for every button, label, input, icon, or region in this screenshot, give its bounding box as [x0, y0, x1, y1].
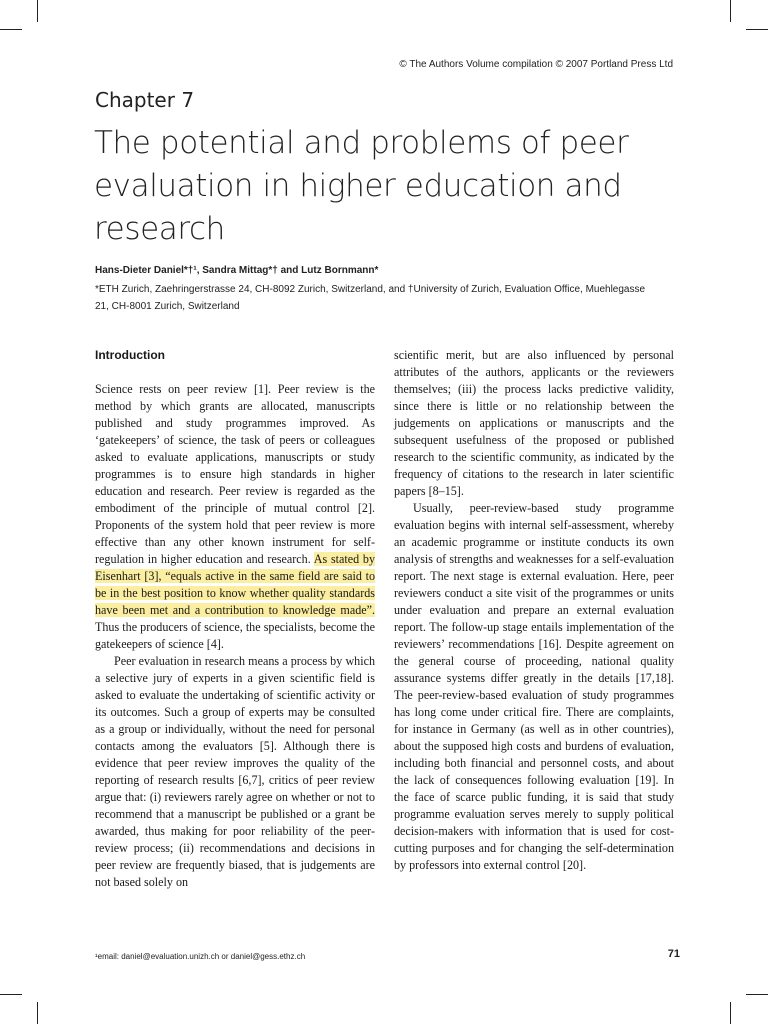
chapter-label: Chapter 7 — [95, 88, 195, 112]
section-heading: Introduction — [95, 348, 165, 362]
paragraph: Peer evaluation in research means a process by which a selective jury of experts in a given scientific field is asked to evaluate the undertaking of scientific activity or its outcomes. Such a group of experts may be consulted as a group or individually, without the need for personal contacts among the evaluators [5]. Although there is evidence that peer review improves the quality of the reporting of research results [6,7], critics of peer review argue that: (i) reviewers rarely agree on whether or not to recommend that a manuscript be published or a grant be awarded, thus making for poor reliability of the peer-review process; (ii) recommendations and decisions in peer review are frequently biased, that is judgements are not based solely on — [95, 654, 375, 889]
paragraph — [95, 381, 375, 653]
crop-mark — [746, 994, 768, 995]
crop-mark — [730, 0, 731, 22]
paragraph: Usually, peer-review-based study programme evaluation begins with internal self-assessment, whereby an academic programme or institute conducts its own analysis of strengths and weaknesses for a self-evaluation report. The next stage is external evaluation. Here, peer reviewers conduct a site visit of the programmes or units under evaluation and prepare an external evaluation report. The follow-up stage entails implementation of the reviewers’ recommendations [16]. Despite agreement on the general course of proceeding, national quality assurance systems differ greatly in the details [17,18]. The peer-review-based evaluation of study programmes has long come under critical fire. There are complaints, for instance in Germany (as well as in other countries), about the supposed high costs and burdens of evaluation, including both financial and personnel costs, and about the lack of consequences following evaluation [19]. In the face of scarce public funding, it is said that study programme evaluation serves merely to supply political decision-makers with information that is used for cost-cutting purposes and for changing the self-determination by professors into external control [20]. — [394, 501, 674, 872]
left-column — [95, 347, 375, 891]
crop-mark — [0, 994, 22, 995]
crop-mark — [37, 0, 38, 22]
footnote: ¹email: daniel@evaluation.unizh.ch or daniel@gess.ethz.ch — [95, 952, 306, 961]
paragraph-text: Thus the producers of science, the specialists, become the gatekeepers of science [4]. — [95, 620, 375, 651]
copyright-notice: © The Authors Volume compilation © 2007 Portland Press Ltd — [399, 59, 673, 70]
author-affiliation: *ETH Zurich, Zaehringerstrasse 24, CH-8092 Zurich, Switzerland, and †University of Zurich, Evaluation Office, Muehlegasse 21, CH-8001 Zurich, Switzerland — [95, 284, 646, 312]
chapter-title: The potential and problems of peer evaluation in higher education and research — [94, 125, 629, 247]
highlighted-quote: As stated by Eisenhart [3], “equals active in the same field are said to be in the best position to know whether quality standards have been met and a contribution to knowledge made”. — [95, 552, 375, 617]
paragraph: scientific merit, but are also influenced by personal attributes of the authors, applicants or the reviewers themselves; (iii) the process lacks predictive validity, since there is little or no relationship between the judgements on applications or manuscripts and the subsequent usefulness of the proposed or published research to the scientific community, as indicated by the frequency of citations to the research in later scientific papers [8–15]. — [394, 348, 674, 498]
crop-mark — [730, 1002, 731, 1024]
author-list: Hans-Dieter Daniel*†¹, Sandra Mittag*† and Lutz Bornmann* — [95, 265, 379, 276]
crop-mark — [37, 1002, 38, 1024]
crop-mark — [746, 29, 768, 30]
page-number: 71 — [667, 948, 680, 960]
right-column — [394, 347, 674, 874]
crop-mark — [0, 29, 22, 30]
paragraph-text: Science rests on peer review [1]. Peer review is the method by which grants are allocated, manuscripts published and study programmes improved. As ‘gatekeepers’ of science, the task of peers or colleagues asked to evaluate applications, manuscripts or study programmes is to ensure high standards in higher education and research. Peer review is regarded as the embodiment of the principle of mutual control [2]. Proponents of the system hold that peer review is more effective than any other known instrument for self-regulation in higher education and research. — [95, 382, 375, 566]
